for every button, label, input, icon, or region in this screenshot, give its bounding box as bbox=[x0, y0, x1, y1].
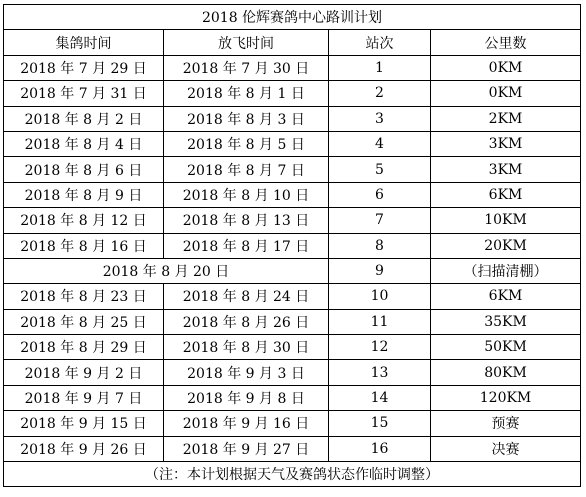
table-row bbox=[4, 233, 581, 258]
table-row bbox=[4, 335, 581, 360]
table-row bbox=[4, 81, 581, 106]
collect-time-cell: 2018 年 7 月 31 日 bbox=[4, 81, 164, 106]
distance-cell: 10KM bbox=[431, 208, 581, 233]
collect-time-cell: 2018 年 8 月 9 日 bbox=[4, 182, 164, 207]
release-time-cell: 2018 年 8 月 5 日 bbox=[164, 131, 329, 156]
distance-cell: 50KM bbox=[431, 335, 581, 360]
stage-cell: 12 bbox=[329, 335, 431, 360]
stage-cell: 5 bbox=[329, 157, 431, 182]
table-row bbox=[4, 309, 581, 334]
distance-cell: 预赛 bbox=[431, 411, 581, 436]
training-schedule-table bbox=[3, 4, 581, 487]
collect-time-cell: 2018 年 8 月 4 日 bbox=[4, 131, 164, 156]
table-row bbox=[4, 411, 581, 436]
stage-cell: 1 bbox=[329, 55, 431, 80]
stage-cell: 3 bbox=[329, 106, 431, 131]
collect-time-cell: 2018 年 8 月 16 日 bbox=[4, 233, 164, 258]
collect-time-cell: 2018 年 8 月 12 日 bbox=[4, 208, 164, 233]
release-time-cell: 2018 年 9 月 3 日 bbox=[164, 360, 329, 385]
distance-cell: 2KM bbox=[431, 106, 581, 131]
stage-cell: 7 bbox=[329, 208, 431, 233]
distance-cell: 80KM bbox=[431, 360, 581, 385]
release-time-cell: 2018 年 9 月 8 日 bbox=[164, 385, 329, 410]
collect-time-cell: 2018 年 8 月 6 日 bbox=[4, 157, 164, 182]
distance-cell: 120KM bbox=[431, 385, 581, 410]
header-distance: 公里数 bbox=[431, 30, 581, 55]
collect-time-cell: 2018 年 9 月 15 日 bbox=[4, 411, 164, 436]
table-row bbox=[4, 284, 581, 309]
distance-cell: 决赛 bbox=[431, 436, 581, 461]
collect-time-cell: 2018 年 9 月 2 日 bbox=[4, 360, 164, 385]
distance-cell: 6KM bbox=[431, 182, 581, 207]
distance-cell: （扫描清棚） bbox=[431, 258, 581, 283]
table-row bbox=[4, 157, 581, 182]
stage-cell: 13 bbox=[329, 360, 431, 385]
release-time-cell: 2018 年 9 月 16 日 bbox=[164, 411, 329, 436]
stage-cell: 4 bbox=[329, 131, 431, 156]
header-stage: 站次 bbox=[329, 30, 431, 55]
release-time-cell: 2018 年 8 月 30 日 bbox=[164, 335, 329, 360]
table-row bbox=[4, 131, 581, 156]
distance-cell: 20KM bbox=[431, 233, 581, 258]
release-time-cell: 2018 年 8 月 10 日 bbox=[164, 182, 329, 207]
stage-cell: 15 bbox=[329, 411, 431, 436]
collect-time-cell: 2018 年 8 月 23 日 bbox=[4, 284, 164, 309]
distance-cell: 6KM bbox=[431, 284, 581, 309]
release-time-cell: 2018 年 8 月 1 日 bbox=[164, 81, 329, 106]
collect-time-cell: 2018 年 9 月 7 日 bbox=[4, 385, 164, 410]
stage-cell: 8 bbox=[329, 233, 431, 258]
release-time-cell: 2018 年 8 月 3 日 bbox=[164, 106, 329, 131]
distance-cell: 0KM bbox=[431, 81, 581, 106]
merged-date-cell: 2018 年 8 月 20 日 bbox=[4, 258, 329, 283]
release-time-cell: 2018 年 8 月 26 日 bbox=[164, 309, 329, 334]
stage-cell: 2 bbox=[329, 81, 431, 106]
distance-cell: 35KM bbox=[431, 309, 581, 334]
release-time-cell: 2018 年 8 月 17 日 bbox=[164, 233, 329, 258]
table-row bbox=[4, 385, 581, 410]
stage-cell: 9 bbox=[329, 258, 431, 283]
table-row bbox=[4, 360, 581, 385]
distance-cell: 3KM bbox=[431, 157, 581, 182]
stage-cell: 10 bbox=[329, 284, 431, 309]
release-time-cell: 2018 年 8 月 24 日 bbox=[164, 284, 329, 309]
release-time-cell: 2018 年 8 月 13 日 bbox=[164, 208, 329, 233]
stage-cell: 14 bbox=[329, 385, 431, 410]
stage-cell: 16 bbox=[329, 436, 431, 461]
table-row bbox=[4, 182, 581, 207]
table-row bbox=[4, 258, 581, 283]
table-row bbox=[4, 55, 581, 80]
release-time-cell: 2018 年 8 月 7 日 bbox=[164, 157, 329, 182]
header-release-time: 放飞时间 bbox=[164, 30, 329, 55]
collect-time-cell: 2018 年 8 月 25 日 bbox=[4, 309, 164, 334]
collect-time-cell: 2018 年 8 月 29 日 bbox=[4, 335, 164, 360]
collect-time-cell: 2018 年 7 月 29 日 bbox=[4, 55, 164, 80]
table-row bbox=[4, 106, 581, 131]
footnote: （注：本计划根据天气及赛鸽状态作临时调整） bbox=[4, 462, 581, 487]
table-row bbox=[4, 436, 581, 461]
distance-cell: 0KM bbox=[431, 55, 581, 80]
stage-cell: 6 bbox=[329, 182, 431, 207]
header-row bbox=[4, 30, 581, 55]
table-title: 2018 伦辉赛鸽中心路训计划 bbox=[4, 5, 581, 30]
collect-time-cell: 2018 年 9 月 26 日 bbox=[4, 436, 164, 461]
stage-cell: 11 bbox=[329, 309, 431, 334]
distance-cell: 3KM bbox=[431, 131, 581, 156]
title-row bbox=[4, 5, 581, 30]
table-row bbox=[4, 208, 581, 233]
note-row bbox=[4, 462, 581, 487]
release-time-cell: 2018 年 9 月 27 日 bbox=[164, 436, 329, 461]
collect-time-cell: 2018 年 8 月 2 日 bbox=[4, 106, 164, 131]
release-time-cell: 2018 年 7 月 30 日 bbox=[164, 55, 329, 80]
header-collect-time: 集鸽时间 bbox=[4, 30, 164, 55]
